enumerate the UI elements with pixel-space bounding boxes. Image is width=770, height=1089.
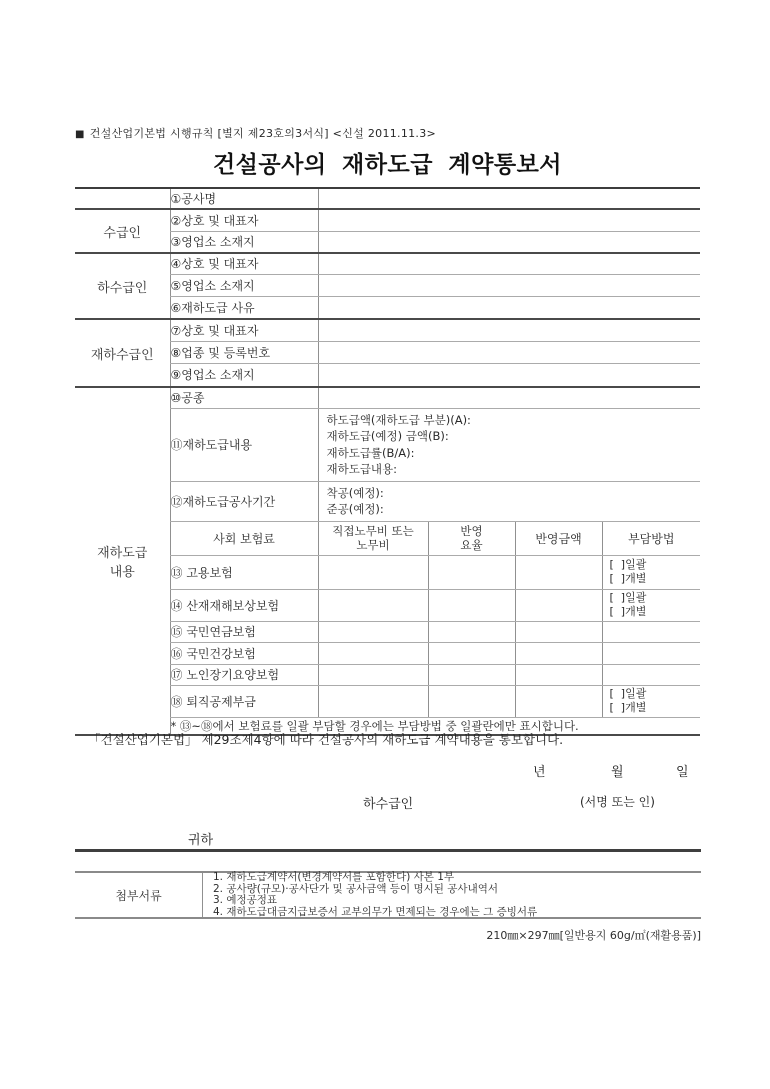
value-resub-content[interactable] <box>318 408 700 481</box>
header-line: 직접노무비 또는 <box>332 524 414 538</box>
value-resub-period[interactable] <box>318 481 700 521</box>
burden-method-cell[interactable] <box>602 621 700 642</box>
attachments-label: 첨부서류 <box>75 873 203 917</box>
value-subcontractor-address[interactable] <box>318 274 700 296</box>
value-resub-company[interactable] <box>318 319 700 341</box>
insurance-value-cell[interactable] <box>318 589 428 621</box>
insurance-header-rate <box>428 521 515 555</box>
content-line-subcontract-amount: 하도급액(재하도급 부분)(A): <box>326 412 471 427</box>
field-label-resubcontract-reason: ⑥재하도급 사유 <box>170 296 318 319</box>
signer-label: 하수급인 <box>363 797 414 812</box>
insurance-row-label-industrial-accident: ⑭ 산재재해보상보험 <box>170 589 318 621</box>
attachment-item: 3. 예정공정표 <box>213 894 278 906</box>
insurance-value-cell[interactable] <box>515 589 602 621</box>
field-label-resub-period: ⑫재하도급공사기간 <box>170 481 318 521</box>
group-label-subcontractor: 하수급인 <box>75 253 170 319</box>
burden-method-cell <box>602 685 700 717</box>
insurance-value-cell[interactable] <box>318 621 428 642</box>
insurance-value-cell[interactable] <box>428 621 515 642</box>
regulation-note <box>75 125 436 141</box>
content-line-resub-amount: 재하도급(예정) 금액(B): <box>326 429 449 443</box>
header-line: 반영 <box>460 524 483 538</box>
burden-method-cell <box>602 555 700 589</box>
header-line: 노무비 <box>356 538 390 552</box>
field-label-contractor-address: ③영업소 소재지 <box>170 231 318 253</box>
burden-method-cell <box>602 589 700 621</box>
insurance-header-social: 사회 보험료 <box>170 521 318 555</box>
value-contractor-address[interactable] <box>318 231 700 253</box>
attachments-section <box>75 871 701 919</box>
field-label-contractor-company: ②상호 및 대표자 <box>170 209 318 231</box>
burden-option-lump[interactable]: [ ]일괄 <box>609 591 647 604</box>
burden-method-cell[interactable] <box>602 664 700 685</box>
field-label-subcontractor-address: ⑤영업소 소재지 <box>170 274 318 296</box>
burden-option-lump[interactable]: [ ]일괄 <box>609 558 647 571</box>
period-line-end: 준공(예정): <box>326 502 384 516</box>
insurance-header-amount: 반영금액 <box>515 521 602 555</box>
attachment-item: 4. 재하도급대금지급보증서 교부의무가 면제되는 경우에는 그 증빙서류 <box>213 905 538 918</box>
insurance-value-cell[interactable] <box>428 555 515 589</box>
insurance-value-cell[interactable] <box>318 664 428 685</box>
group-label-contractor: 수급인 <box>75 209 170 253</box>
value-resub-type-regno[interactable] <box>318 341 700 363</box>
insurance-header-burden-method: 부담방법 <box>602 521 700 555</box>
burden-option-lump[interactable]: [ ]일괄 <box>609 687 647 700</box>
insurance-value-cell[interactable] <box>428 589 515 621</box>
insurance-value-cell[interactable] <box>428 664 515 685</box>
value-project-name[interactable] <box>318 188 700 209</box>
paper-spec-footer: 210㎜×297㎜[일반용지 60g/㎡(재활용품)] <box>486 929 701 942</box>
attachment-item: 2. 공사량(규모)·공사단가 및 공사금액 등이 명시된 공사내역서 <box>213 882 499 895</box>
group-cell-empty <box>75 188 170 209</box>
insurance-value-cell[interactable] <box>318 642 428 664</box>
black-square-icon: ■ <box>75 129 85 140</box>
insurance-row-label-retirement-deduction: ⑱ 퇴직공제부금 <box>170 685 318 717</box>
attachments-list <box>203 873 701 917</box>
insurance-value-cell[interactable] <box>318 685 428 717</box>
section-divider <box>75 849 701 852</box>
burden-option-individual[interactable]: [ ]개별 <box>609 701 647 714</box>
insurance-value-cell[interactable] <box>428 642 515 664</box>
insurance-value-cell[interactable] <box>515 621 602 642</box>
value-resubcontract-reason[interactable] <box>318 296 700 319</box>
attachment-item: 1. 재하도급계약서(변경계약서를 포함한다) 사본 1부 <box>213 871 455 883</box>
insurance-value-cell[interactable] <box>318 555 428 589</box>
insurance-header-labor-cost <box>318 521 428 555</box>
header-line: 요율 <box>460 538 483 552</box>
recipient-suffix: 귀하 <box>188 833 214 848</box>
group-label-resub-details <box>75 387 170 735</box>
insurance-value-cell[interactable] <box>515 664 602 685</box>
date-month-label: 월 <box>611 765 624 780</box>
form-title: 건설공사의 재하도급 계약통보서 <box>212 152 563 178</box>
date-day-label: 일 <box>676 765 689 780</box>
main-form-table <box>75 187 700 736</box>
group-label-line: 내용 <box>109 565 135 580</box>
group-label-line: 재하도급 <box>97 546 148 561</box>
value-subcontractor-company[interactable] <box>318 253 700 274</box>
insurance-value-cell[interactable] <box>428 685 515 717</box>
regulation-note-text: 건설산업기본법 시행규칙 [별지 제23호의3서식] <신설 2011.11.3> <box>89 127 437 140</box>
insurance-value-cell[interactable] <box>515 555 602 589</box>
insurance-row-label-national-health: ⑯ 국민건강보험 <box>170 642 318 664</box>
value-resub-address[interactable] <box>318 363 700 387</box>
field-label-resub-content: ⑪재하도급내용 <box>170 408 318 481</box>
insurance-row-label-longterm-care: ⑰ 노인장기요양보험 <box>170 664 318 685</box>
value-work-type[interactable] <box>318 387 700 408</box>
date-year-label: 년 <box>533 765 546 780</box>
insurance-value-cell[interactable] <box>515 642 602 664</box>
field-label-resub-company: ⑦상호 및 대표자 <box>170 319 318 341</box>
group-label-re-subcontractor: 재하수급인 <box>75 319 170 387</box>
burden-option-individual[interactable]: [ ]개별 <box>609 605 647 618</box>
content-line-resub-rate: 재하도급률(B/A): <box>326 445 415 460</box>
field-label-subcontractor-company: ④상호 및 대표자 <box>170 253 318 274</box>
burden-method-cell[interactable] <box>602 642 700 664</box>
declaration-statement: 「건설산업기본법」 제29조제4항에 따라 건설공사의 재하도급 계약내용을 통보합니다. <box>88 732 564 747</box>
insurance-row-label-national-pension: ⑮ 국민연금보험 <box>170 621 318 642</box>
signature-or-seal-note: (서명 또는 인) <box>580 795 655 809</box>
insurance-value-cell[interactable] <box>515 685 602 717</box>
content-line-resub-description: 재하도급내용: <box>326 462 398 476</box>
insurance-row-label-employment: ⑬ 고용보험 <box>170 555 318 589</box>
field-label-work-type: ⑩공종 <box>170 387 318 408</box>
value-contractor-company[interactable] <box>318 209 700 231</box>
field-label-project-name: ①공사명 <box>170 188 318 209</box>
period-line-start: 착공(예정): <box>326 485 384 500</box>
field-label-resub-address: ⑨영업소 소재지 <box>170 363 318 387</box>
insurance-note: * ⑬~⑱에서 보험료를 일괄 부담할 경우에는 부담방법 중 일괄란에만 표시합니다. <box>170 717 700 735</box>
burden-option-individual[interactable]: [ ]개별 <box>609 572 647 585</box>
field-label-resub-type-regno: ⑧업종 및 등록번호 <box>170 341 318 363</box>
